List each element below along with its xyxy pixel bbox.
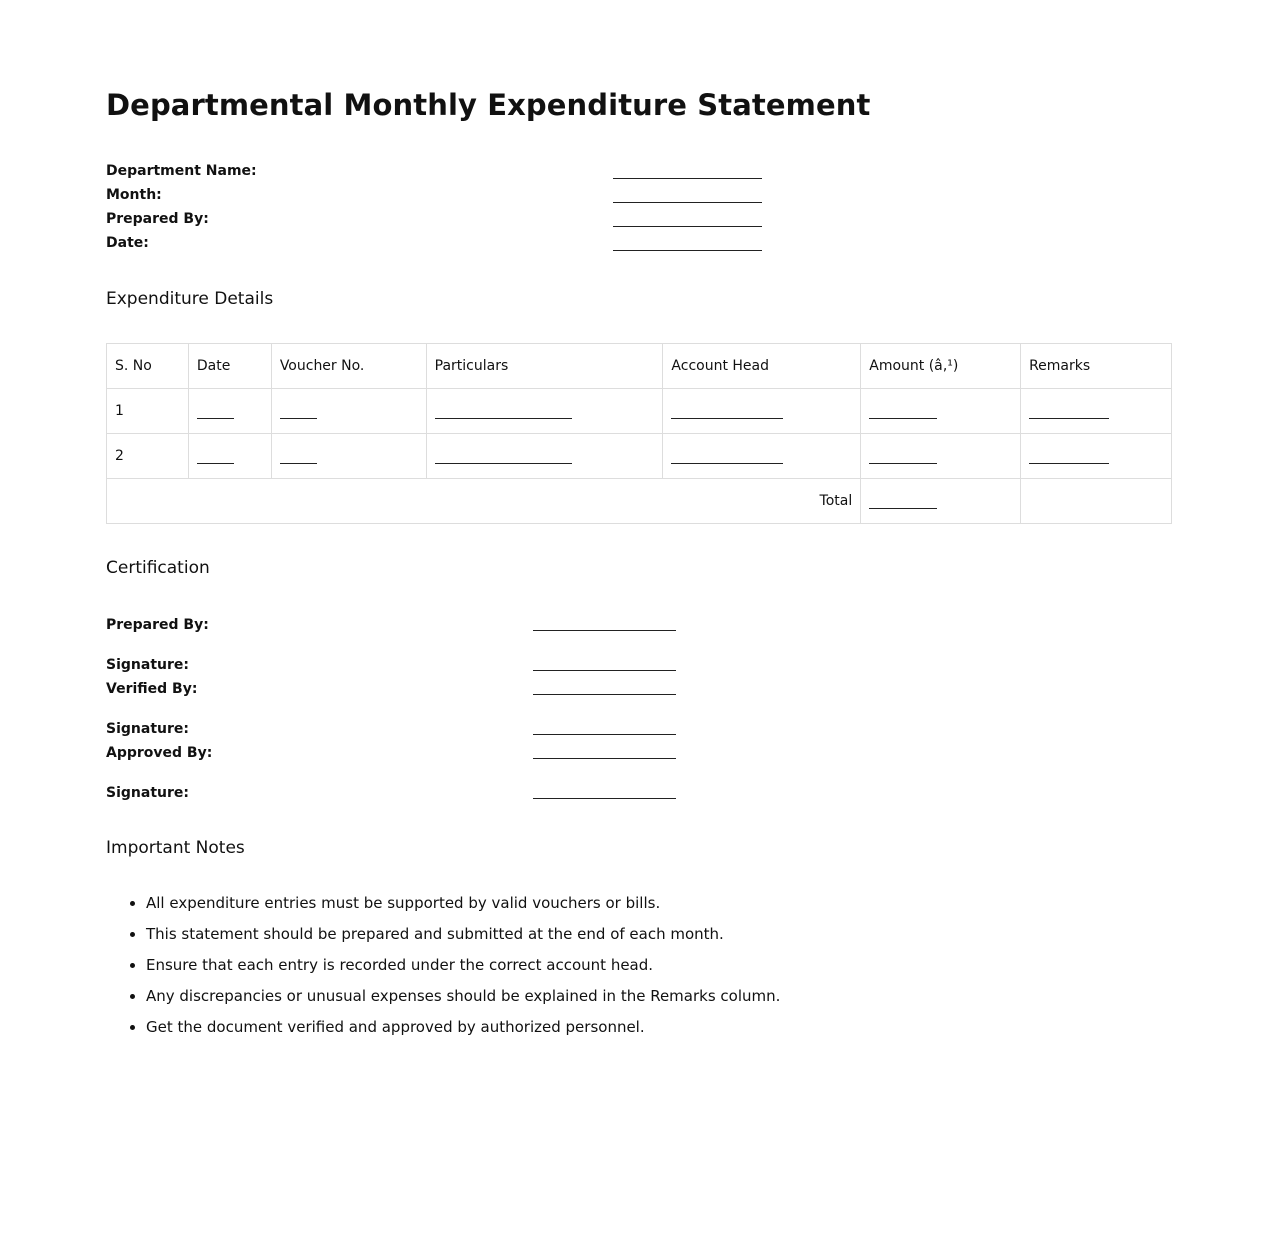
column-header-sno: S. No xyxy=(107,344,189,389)
table-header-row xyxy=(107,344,1172,389)
notes-list xyxy=(146,892,780,1047)
cert-row-approved-by xyxy=(106,744,806,768)
meta-row-date xyxy=(106,234,806,258)
account-head-cell xyxy=(663,434,861,479)
table-row xyxy=(107,389,1172,434)
total-remarks-cell xyxy=(1021,479,1172,524)
total-label: Total xyxy=(107,479,861,524)
meta-label: Date: xyxy=(106,235,149,251)
cert-row-signature xyxy=(106,720,806,744)
column-header-particulars: Particulars xyxy=(426,344,663,389)
cert-label: Verified By: xyxy=(106,681,198,697)
meta-label: Department Name: xyxy=(106,163,257,179)
cert-label: Signature: xyxy=(106,721,189,737)
expenditure-heading: Expenditure Details xyxy=(106,289,274,309)
account-head-blank[interactable] xyxy=(671,418,783,419)
total-amount-blank[interactable] xyxy=(869,508,937,509)
date-cell xyxy=(188,389,271,434)
list-item: • This statement should be prepared and submitted at the end of each month. xyxy=(146,923,780,954)
remarks-cell xyxy=(1021,434,1172,479)
column-header-remarks: Remarks xyxy=(1021,344,1172,389)
list-item: • Get the document verified and approved by authorized personnel. xyxy=(146,1016,780,1047)
date-blank[interactable] xyxy=(197,463,234,464)
list-item: • Ensure that each entry is recorded under the correct account head. xyxy=(146,954,780,985)
particulars-blank[interactable] xyxy=(435,418,572,419)
meta-fields xyxy=(106,162,806,258)
voucher-cell xyxy=(271,434,426,479)
meta-row-department xyxy=(106,162,806,186)
total-amount-cell xyxy=(861,479,1021,524)
voucher-blank[interactable] xyxy=(280,463,317,464)
cert-row-verified-by xyxy=(106,680,806,704)
meta-row-prepared-by xyxy=(106,210,806,234)
expenditure-table xyxy=(106,343,1172,524)
amount-cell xyxy=(861,389,1021,434)
month-field[interactable] xyxy=(613,202,762,203)
voucher-cell xyxy=(271,389,426,434)
cert-row-prepared-by xyxy=(106,616,806,640)
cert-prepared-signature-field[interactable] xyxy=(533,670,676,671)
particulars-blank[interactable] xyxy=(435,463,572,464)
voucher-blank[interactable] xyxy=(280,418,317,419)
account-head-blank[interactable] xyxy=(671,463,783,464)
date-blank[interactable] xyxy=(197,418,234,419)
remarks-blank[interactable] xyxy=(1029,418,1109,419)
cert-prepared-by-field[interactable] xyxy=(533,630,676,631)
amount-blank[interactable] xyxy=(869,418,937,419)
date-cell xyxy=(188,434,271,479)
certification-fields xyxy=(106,616,806,808)
list-item: • All expenditure entries must be supported by valid vouchers or bills. xyxy=(146,892,780,923)
cert-approved-by-field[interactable] xyxy=(533,758,676,759)
meta-label: Month: xyxy=(106,187,162,203)
meta-row-month xyxy=(106,186,806,210)
page-title: Departmental Monthly Expenditure Statement xyxy=(106,88,871,122)
cert-approved-signature-field[interactable] xyxy=(533,798,676,799)
department-name-field[interactable] xyxy=(613,178,762,179)
particulars-cell xyxy=(426,389,663,434)
cert-row-signature xyxy=(106,656,806,680)
column-header-date: Date xyxy=(188,344,271,389)
cert-verified-by-field[interactable] xyxy=(533,694,676,695)
column-header-voucher: Voucher No. xyxy=(271,344,426,389)
meta-label: Prepared By: xyxy=(106,211,209,227)
particulars-cell xyxy=(426,434,663,479)
cert-label: Prepared By: xyxy=(106,617,209,633)
total-row xyxy=(107,479,1172,524)
cert-label: Signature: xyxy=(106,785,189,801)
sno-cell: 2 xyxy=(107,434,189,479)
notes-heading: Important Notes xyxy=(106,838,245,858)
certification-heading: Certification xyxy=(106,558,210,578)
cert-label: Approved By: xyxy=(106,745,213,761)
sno-cell: 1 xyxy=(107,389,189,434)
list-item: • Any discrepancies or unusual expenses should be explained in the Remarks column. xyxy=(146,985,780,1016)
remarks-cell xyxy=(1021,389,1172,434)
cert-label: Signature: xyxy=(106,657,189,673)
remarks-blank[interactable] xyxy=(1029,463,1109,464)
account-head-cell xyxy=(663,389,861,434)
column-header-account-head: Account Head xyxy=(663,344,861,389)
column-header-amount: Amount (â‚¹) xyxy=(861,344,1021,389)
cert-row-signature xyxy=(106,784,806,808)
table-row xyxy=(107,434,1172,479)
cert-verified-signature-field[interactable] xyxy=(533,734,676,735)
amount-blank[interactable] xyxy=(869,463,937,464)
amount-cell xyxy=(861,434,1021,479)
date-field[interactable] xyxy=(613,250,762,251)
prepared-by-field[interactable] xyxy=(613,226,762,227)
